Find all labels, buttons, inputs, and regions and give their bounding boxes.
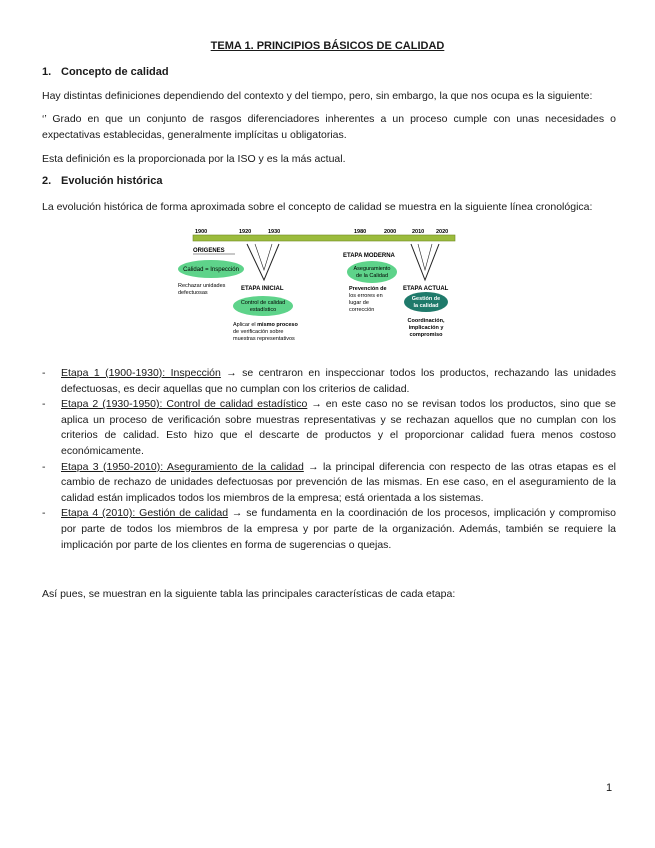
year-2010: 2010 (412, 229, 425, 235)
actual-note-line-3: compromiso (409, 332, 443, 338)
year-2020: 2020 (436, 229, 449, 235)
inicial-note-line-2: de verificación sobre (233, 329, 284, 335)
moderna-note-line-3: corrección (349, 307, 375, 313)
actual-bubble-line-1: Gestión de (411, 296, 441, 302)
actual-bubble (404, 292, 448, 312)
moderna-label: ETAPA MODERNA (343, 253, 395, 259)
section-2-heading (42, 175, 162, 187)
definition-paragraph: ‘’ Grado en que un conjunto de rasgos diferenciadores inherentes a un proceso cumple con unas necesidades o expectativas establecidas, generalmente implícitas u obligatorias. (42, 113, 616, 141)
bullet-dash: - (42, 367, 46, 379)
year-1900: 1900 (195, 229, 208, 235)
stage-4-label: Etapa 4 (2010): Gestión de calidad (61, 507, 229, 520)
timeline-diagram (175, 224, 475, 354)
inicial-label: ETAPA INICIAL (241, 286, 284, 292)
timeline-intro-paragraph: La evolución histórica de forma aproximada sobre el concepto de calidad se muestra en la siguiente línea cronológica: (42, 201, 593, 213)
list-item (42, 460, 616, 507)
inicial-note-line-1 (233, 322, 298, 328)
inicial-v-arrow (247, 244, 279, 280)
stage-3-label: Etapa 3 (1950-2010): Aseguramiento de la calidad (61, 460, 304, 473)
year-1920: 1920 (239, 229, 252, 235)
actual-note-line-1: Coordinación, (407, 318, 445, 324)
section-1-title: Concepto de calidad (61, 66, 169, 78)
origenes-label: ORIGENES (193, 248, 225, 254)
moderna-bubble-line-1: Aseguramiento (353, 266, 391, 272)
intro-paragraph: Hay distintas definiciones dependiendo del contexto y del tiempo, pero, sin embargo, la que nos ocupa es la siguiente: (42, 90, 593, 102)
section-2-title: Evolución histórica (61, 175, 163, 187)
bullet-dash: - (42, 460, 46, 473)
stage-1-text: → se centraron en inspeccionar todos los productos, rechazando las unidades defectuosas, es decir aquellas que no cumplan con los criterios de calidad. (61, 367, 616, 395)
origenes-note-line-1: Rechazar unidades (178, 283, 226, 289)
actual-v-arrow (411, 244, 439, 280)
bullet-dash: - (42, 398, 46, 411)
bullet-dash: - (42, 507, 46, 520)
timeline-bar (193, 235, 455, 241)
document-title: TEMA 1. PRINCIPIOS BÁSICOS DE CALIDAD (210, 40, 445, 52)
origenes-bubble-text: Calidad = Inspección (183, 267, 239, 273)
moderna-note-line-1: los errores en (349, 293, 383, 299)
year-1930: 1930 (268, 229, 281, 235)
page-number: 1 (606, 782, 613, 794)
inicial-bubble-line-1: Control de calidad (240, 300, 286, 306)
moderna-bubble (347, 261, 397, 283)
list-item (42, 397, 616, 459)
section-1-heading (42, 66, 169, 78)
list-item (42, 506, 616, 553)
section-2-number: 2. (42, 175, 52, 187)
moderna-note-title: Prevención de (349, 286, 387, 292)
year-2000: 2000 (384, 229, 397, 235)
stages-list (42, 366, 616, 553)
stage-2-label: Etapa 2 (1930-1950): Control de calidad estadístico (61, 398, 308, 411)
stage-1-label: Etapa 1 (1900-1930): Inspección (61, 367, 221, 379)
inicial-note-line-3: muestras representativos (233, 336, 295, 342)
inicial-bubble (233, 296, 293, 316)
year-1980: 1980 (354, 229, 367, 235)
section-1-number: 1. (42, 66, 52, 78)
table-intro-paragraph: Así pues, se muestran en la siguiente tabla las principales características de cada etapa: (42, 588, 456, 600)
actual-bubble-line-2: la calidad (413, 303, 439, 309)
actual-note-line-2: implicación y (408, 325, 444, 331)
origenes-note-line-2: defectuosas (178, 290, 208, 296)
moderna-note-line-2: lugar de (349, 300, 369, 306)
stage-2-text: → en este caso no se revisan todos los productos, sino que se aplica un proceso de verificación sobre muestras representativas y se rechazan aquellos que no cumplan con los criterios de calidad. Esto hizo que el descarte de productos y el proporcionar calidad fuera menos costoso económicamente. (61, 398, 616, 457)
list-item (42, 366, 616, 397)
inicial-note-part-a: Aplicar el (233, 322, 258, 328)
inicial-bubble-line-2: estadístico (249, 307, 277, 313)
inicial-note-part-b: mismo proceso (257, 322, 298, 328)
stage-3-text: → la principal diferencia con respecto de las otras etapas es el cambio de rechazo de unidades defectuosas por prevención de las mismas. En ese caso, en el aseguramiento de la calidad están implicados todos los miembros de la empresa; está orientada a los sistemas. (61, 460, 617, 504)
actual-label: ETAPA ACTUAL (403, 286, 449, 292)
moderna-bubble-line-2: de la Calidad (355, 273, 389, 279)
source-paragraph: Esta definición es la proporcionada por la ISO y es la más actual. (42, 153, 346, 165)
stage-4-text: → se fundamenta en la coordinación de los procesos, implicación y compromiso por parte de todos los miembros de la empresa y por parte de la organización. Además, también se requiere la implicación por parte de los clientes en forma de sugerencias o quejas. (61, 507, 616, 551)
